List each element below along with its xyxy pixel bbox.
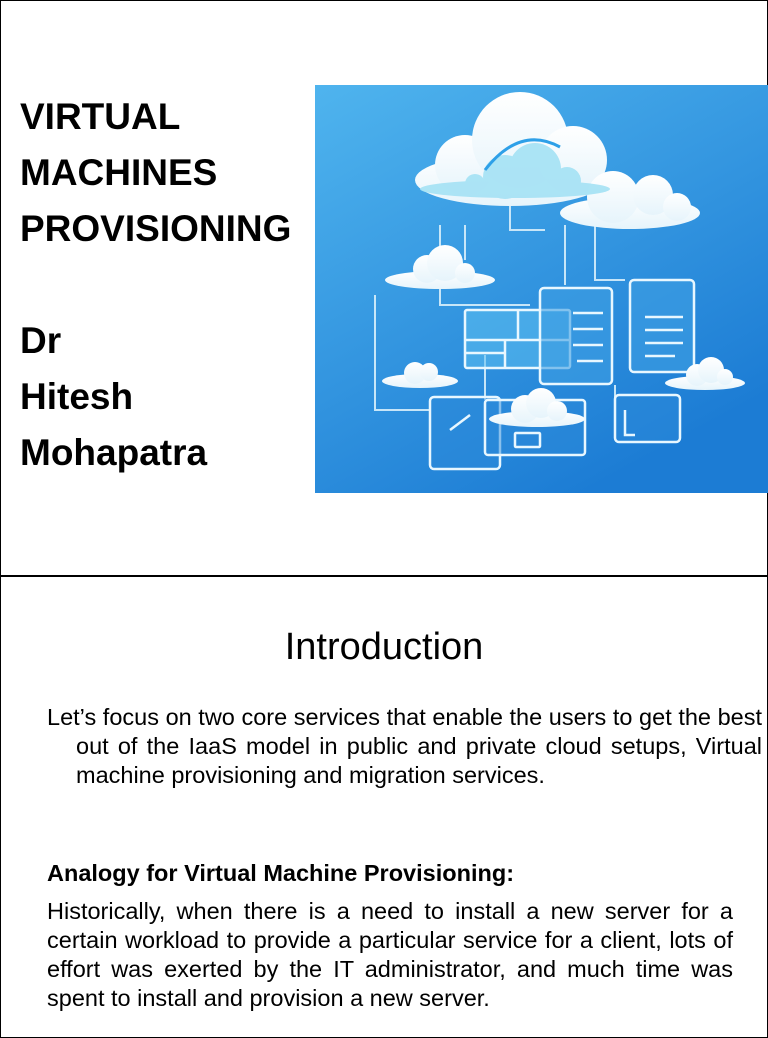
title-line-3: PROVISIONING [20, 208, 292, 249]
title-block [20, 89, 291, 481]
title-line-1: VIRTUAL [20, 96, 181, 137]
author-line-2: Hitesh [20, 376, 134, 417]
title-gap [20, 257, 291, 313]
cloud-computing-illustration [315, 85, 768, 493]
slide-title-introduction: Introduction [284, 626, 484, 668]
intro-paragraph: Let’s focus on two core services that enable the users to get the best out of the IaaS model in public and private cloud setups, Virtual machine provisioning and migration services. [47, 704, 762, 788]
title-line-2: MACHINES [20, 152, 218, 193]
analogy-paragraph: Historically, when there is a need to install a new server for a certain workload to provide a particular service for a client, lots of effort was exerted by the IT administrator, and much time was spent to install and provision a new server. [47, 898, 733, 1011]
author-line-3: Mohapatra [20, 432, 208, 473]
analogy-heading: Analogy for Virtual Machine Provisioning: [47, 860, 515, 886]
author-line-1: Dr [20, 320, 62, 361]
